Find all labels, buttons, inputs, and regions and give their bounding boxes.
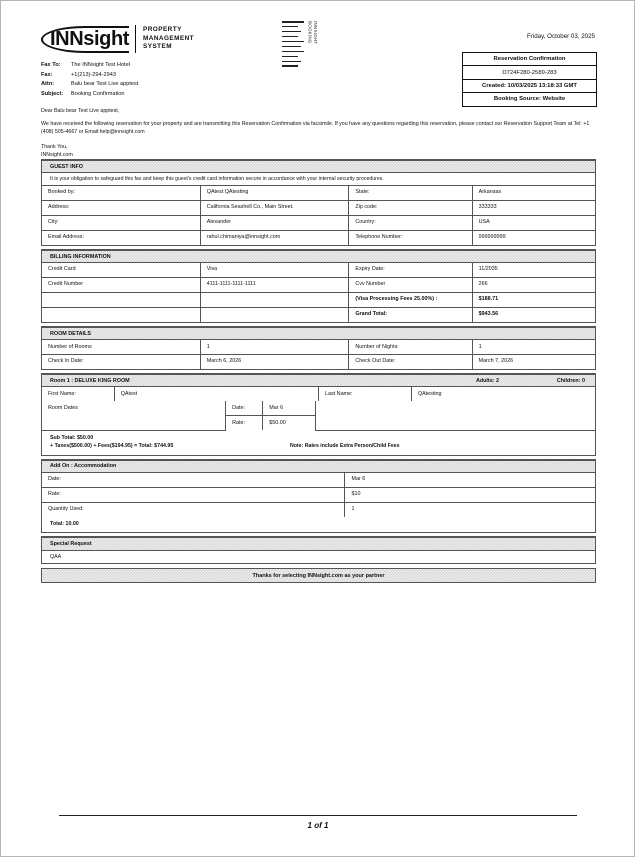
billing-spacer-3 <box>42 308 200 322</box>
room-dates-label: Room Dates <box>42 401 226 430</box>
logo-tagline <box>143 26 194 52</box>
grand-total-value: $943.56 <box>472 308 595 322</box>
page-number: 1 of 1 <box>307 821 329 830</box>
logo-wordmark: INNsight <box>41 26 129 53</box>
table-row <box>42 387 595 401</box>
room-1-subtotal <box>42 431 595 455</box>
number-of-rooms-label: Number of Rooms <box>42 340 200 354</box>
fax-to-row <box>41 61 138 71</box>
addon-quantity-label: Quantity Used: <box>42 502 345 516</box>
number-of-rooms-value: 1 <box>200 340 349 354</box>
room-details-table <box>42 340 595 369</box>
reservation-code: D724F280-2589-283 <box>463 66 596 79</box>
reservation-booking-source: Booking Source: Website <box>493 96 566 103</box>
reservation-summary-box <box>462 52 597 107</box>
credit-number-value: 4111-1111-1111-1111 <box>200 278 349 293</box>
table-row <box>42 263 595 277</box>
thanks-banner: Thanks for selecting INNsight.com as your partner <box>41 568 596 582</box>
logo-tagline-line-2: MANAGEMENT <box>143 34 195 42</box>
letter-salutation: Dear Balu bear Test Live apptest, <box>41 108 120 114</box>
cvv-value: 266 <box>472 278 595 293</box>
table-row <box>42 401 595 415</box>
country-value: USA <box>472 216 595 231</box>
logo-tagline-line-1: PROPERTY <box>143 26 182 34</box>
grand-total-label: Grand Total: <box>349 308 472 322</box>
expiry-date-value: 11/2035 <box>472 263 595 277</box>
fax-number-row <box>41 71 138 81</box>
reservation-created: Created: 10/03/2025 13:18:33 GMT <box>463 80 596 93</box>
room-1-adults: Adults: 2 <box>475 377 499 384</box>
check-out-label: Check Out Date: <box>349 355 472 369</box>
billing-spacer-4 <box>200 308 349 322</box>
guest-info-band: GUEST INFO <box>42 160 595 173</box>
fax-attn-value: Balu bear Test Live apptest <box>71 81 139 88</box>
letter-body: We have received the following reservation for your property and are transmitting this Reservation Confirmation via facsimile. If you have any questions regarding this reservation, please contact our Reservation Support Team at Tel: +1 (408) 505-4667 or Email:help@innsight.com <box>41 121 590 135</box>
table-row <box>42 488 595 503</box>
guest-info-notice: It is your obligation to safeguard this fax and keep this guest's credit card information secure in accordance with your internal security procedures. <box>42 173 595 186</box>
fax-number-label: Fax: <box>41 71 53 78</box>
table-row <box>42 355 595 369</box>
fax-subject-row <box>41 90 138 100</box>
table-row <box>42 186 595 200</box>
room-date-label: Date: <box>226 401 263 415</box>
room-date-value: Mar 6 <box>263 401 315 415</box>
room-total-line: + Taxes($500.00) + Fees($194.95) = Total: $744.95 <box>50 443 174 450</box>
room-rates-note: Note: Rates include Extra Person/Child Fees <box>290 443 400 450</box>
letter-signature: INNsight.com <box>41 152 73 158</box>
zip-label: Zip code: <box>349 201 472 216</box>
check-out-value: March 7, 2026 <box>472 355 595 369</box>
email-label: Email Address: <box>42 231 200 245</box>
document-sheet <box>17 7 619 852</box>
document-body <box>41 159 596 583</box>
room-rate-value: $50.00 <box>263 416 315 430</box>
special-request-value: QAA <box>50 554 62 561</box>
addon-date-value: Mar 6 <box>345 473 595 487</box>
fax-subject-label: Subject: <box>41 90 64 97</box>
cover-letter <box>41 107 601 159</box>
logo-tagline-line-3: SYSTEM <box>143 43 173 51</box>
billing-information-section <box>41 249 596 323</box>
zip-value: 333333 <box>472 201 595 216</box>
room-rates-spacer <box>315 401 595 430</box>
document-date: Friday, October 03, 2025 <box>527 33 595 40</box>
addon-table <box>42 473 595 517</box>
email-value: rahul.chimaniya@innsight.com <box>200 231 349 245</box>
page-footer <box>59 815 577 830</box>
billing-spacer-1 <box>42 293 200 308</box>
credit-number-label: Credit Number <box>42 278 200 293</box>
logo-divider <box>135 25 136 53</box>
room-1-band <box>42 374 595 387</box>
last-name-label: Last Name: <box>318 387 411 401</box>
barcode-icon <box>282 21 304 67</box>
last-name-value: QAtesting <box>411 387 595 401</box>
letter-thanks: Thank You, <box>41 143 68 150</box>
guest-info-table <box>42 186 595 245</box>
check-in-label: Check In Date: <box>42 355 200 369</box>
telephone-value: 999999999 <box>472 231 595 245</box>
city-value: Alexander <box>200 216 349 231</box>
fax-number-value: +1(213)-294-2943 <box>71 71 116 78</box>
room-1-guest-table <box>42 387 595 401</box>
fax-attn-label: Attn: <box>41 81 55 88</box>
check-in-value: March 6, 2026 <box>200 355 349 369</box>
reservation-title: Reservation Confirmation <box>463 53 596 66</box>
footer-divider <box>59 815 577 816</box>
state-value: Arkansas <box>472 186 595 200</box>
booked-by-label: Booked by: <box>42 186 200 200</box>
room-1-rates-table <box>42 401 595 430</box>
table-row <box>42 231 595 245</box>
city-label: City: <box>42 216 200 231</box>
expiry-date-label: Expiry Date: <box>349 263 472 277</box>
room-details-section <box>41 326 596 370</box>
addon-band: Add On : Accommodation <box>42 460 595 473</box>
number-of-nights-label: Number of Nights: <box>349 340 472 354</box>
fax-to-value: The INNsight Test Hotel <box>71 62 130 68</box>
table-row <box>42 340 595 354</box>
room-details-band: ROOM DETAILS <box>42 327 595 340</box>
first-name-label: First Name: <box>42 387 114 401</box>
room-subtotal-line: Sub Total: $50.00 <box>50 434 94 441</box>
table-row <box>42 473 595 487</box>
credit-card-label: Credit Card <box>42 263 200 277</box>
processing-fees-value: $188.71 <box>472 293 595 308</box>
table-row <box>42 293 595 308</box>
state-label: State: <box>349 186 472 200</box>
fax-subject-value: Booking Confirmation <box>71 90 125 97</box>
addon-total: Total: 10.00 <box>50 520 79 527</box>
special-request-band: Special Request <box>42 537 595 550</box>
barcode-label: INNSIGHT BOOKING <box>307 21 319 45</box>
telephone-label: Telephone Number: <box>349 231 472 245</box>
credit-card-value: Visa <box>200 263 349 277</box>
table-row <box>42 201 595 216</box>
cvv-label: Cvv Number <box>349 278 472 293</box>
room-1-title: Room 1 : DELUXE KING ROOM <box>50 377 130 384</box>
address-value: California Seashell Co., Main Street. <box>200 201 349 216</box>
fax-metadata <box>41 61 138 99</box>
number-of-nights-value: 1 <box>472 340 595 354</box>
billing-table <box>42 263 595 322</box>
guest-info-section <box>41 159 596 246</box>
table-row <box>42 216 595 231</box>
addon-rate-value: $10 <box>345 488 595 503</box>
room-1-section <box>41 373 596 456</box>
table-row <box>42 308 595 322</box>
addon-date-label: Date: <box>42 473 345 487</box>
special-request-section <box>41 536 596 564</box>
billing-band: BILLING INFORMATION <box>42 250 595 263</box>
billing-spacer-2 <box>200 293 349 308</box>
booked-by-value: QAtest QAtesting <box>200 186 349 200</box>
address-label: Address: <box>42 201 200 216</box>
processing-fees-label: (Visa Processing Fees 25.00%) : <box>349 293 472 308</box>
table-row <box>42 502 595 516</box>
room-rate-label: Rate: <box>226 416 263 430</box>
fax-attn-row <box>41 80 138 90</box>
table-row <box>42 278 595 293</box>
room-1-children: Children: 0 <box>556 377 585 384</box>
fax-to-label: Fax To: <box>41 62 61 68</box>
first-name-value: QAtest <box>114 387 318 401</box>
innsight-logo <box>41 25 194 53</box>
addon-quantity-value: 1 <box>345 502 595 516</box>
country-label: Country: <box>349 216 472 231</box>
addon-section <box>41 459 596 534</box>
addon-rate-label: Rate: <box>42 488 345 503</box>
